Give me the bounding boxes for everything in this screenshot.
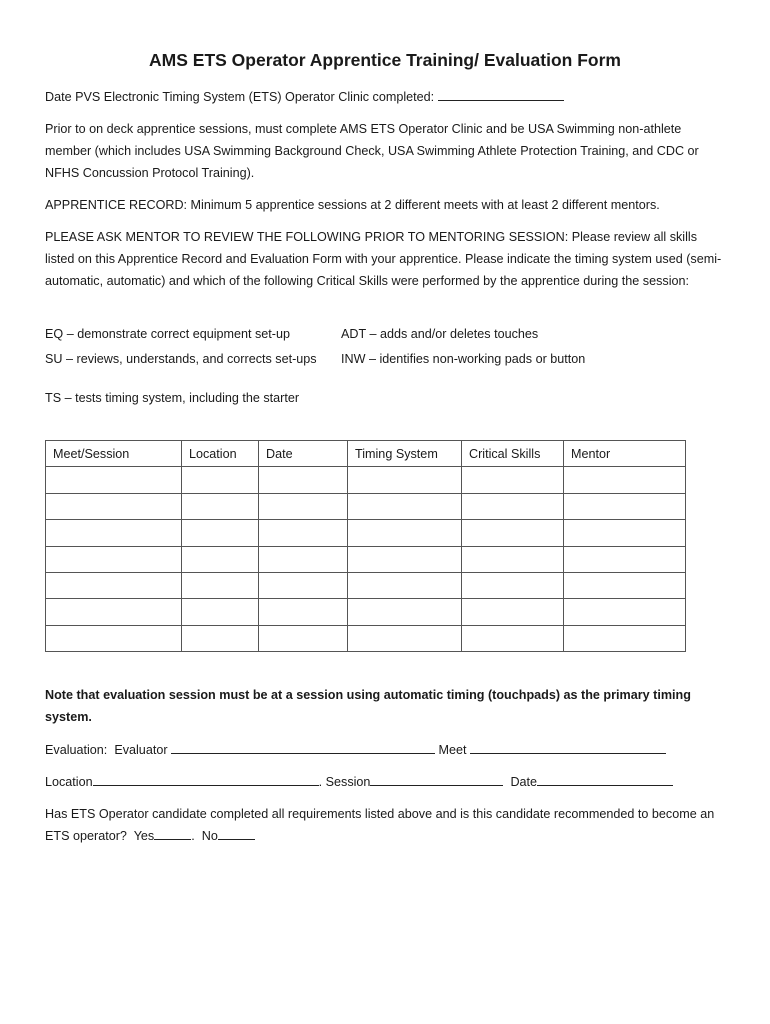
skill-adt: ADT – adds and/or deletes touches: [341, 327, 539, 341]
table-cell[interactable]: [182, 546, 259, 572]
table-row: [46, 467, 686, 493]
table-cell[interactable]: [462, 546, 564, 572]
table-cell[interactable]: [182, 467, 259, 493]
table-cell[interactable]: [564, 493, 686, 519]
location-label: Location: [45, 775, 93, 789]
table-cell[interactable]: [462, 467, 564, 493]
clinic-date-label: Date PVS Electronic Timing System (ETS) Operator Clinic completed:: [45, 90, 435, 104]
meet-field[interactable]: [470, 741, 666, 754]
table-cell[interactable]: [564, 546, 686, 572]
table-cell[interactable]: [462, 520, 564, 546]
table-cell[interactable]: [46, 572, 182, 598]
header-date: Date: [259, 441, 348, 467]
header-timing-system: Timing System: [348, 441, 462, 467]
location-field[interactable]: [93, 773, 319, 786]
table-cell[interactable]: [182, 599, 259, 625]
table-cell[interactable]: [348, 520, 462, 546]
table-cell[interactable]: [259, 546, 348, 572]
recommendation-question: Has ETS Operator candidate completed all requirements listed above and is this candidate recommended to become an ETS operator?: [45, 807, 715, 843]
table-cell[interactable]: [348, 572, 462, 598]
table-cell[interactable]: [564, 625, 686, 651]
table-cell[interactable]: [182, 493, 259, 519]
table-cell[interactable]: [462, 625, 564, 651]
table-header-row: [46, 441, 686, 467]
skill-eq: EQ – demonstrate correct equipment set-up: [45, 327, 291, 341]
table-cell[interactable]: [259, 572, 348, 598]
table-cell[interactable]: [564, 520, 686, 546]
table-cell[interactable]: [348, 546, 462, 572]
table-cell[interactable]: [348, 467, 462, 493]
clinic-date-field[interactable]: [438, 88, 564, 101]
table-cell[interactable]: [348, 493, 462, 519]
date-label: Date: [510, 775, 538, 789]
table-cell[interactable]: [46, 467, 182, 493]
table-cell[interactable]: [259, 467, 348, 493]
table-cell[interactable]: [564, 599, 686, 625]
table-row: [46, 572, 686, 598]
clinic-date-line: [45, 86, 725, 108]
table-cell[interactable]: [182, 572, 259, 598]
date-field[interactable]: [537, 773, 673, 786]
yes-label: Yes: [133, 829, 155, 843]
table-cell[interactable]: [182, 625, 259, 651]
header-mentor: Mentor: [564, 441, 686, 467]
table-row: [46, 546, 686, 572]
table-cell[interactable]: [46, 625, 182, 651]
skill-ts: TS – tests timing system, including the starter: [45, 391, 300, 405]
table-cell[interactable]: [462, 599, 564, 625]
prerequisite-text: Prior to on deck apprentice sessions, must complete AMS ETS Operator Clinic and be USA Swimming non-athlete member (which includes USA Swimming Background Check, USA Swimming Athlete Protection Training, and CDC or NFHS Concussion Protocol Training).: [45, 122, 699, 180]
table-row: [46, 493, 686, 519]
table-cell[interactable]: [259, 599, 348, 625]
table-cell[interactable]: [348, 625, 462, 651]
table-row: [46, 520, 686, 546]
header-meet-session: Meet/Session: [46, 441, 182, 467]
table-cell[interactable]: [182, 520, 259, 546]
form-title: AMS ETS Operator Apprentice Training/ Evaluation Form: [149, 50, 621, 70]
table-cell[interactable]: [259, 520, 348, 546]
apprentice-record-table: [45, 440, 686, 652]
table-cell[interactable]: [462, 493, 564, 519]
evaluation-label: Evaluation:: [45, 743, 108, 757]
meet-label: Meet: [438, 743, 467, 757]
automatic-timing-note: Note that evaluation session must be at a session using automatic timing (touchpads) as the primary timing system.: [45, 688, 691, 724]
table-cell[interactable]: [348, 599, 462, 625]
session-field[interactable]: [370, 773, 503, 786]
skill-inw: INW – identifies non-working pads or button: [341, 352, 586, 366]
yes-field[interactable]: [154, 827, 191, 840]
mentor-review-text: PLEASE ASK MENTOR TO REVIEW THE FOLLOWING PRIOR TO MENTORING SESSION: Please review all skills listed on this Apprentice Record and Evaluation Form with your apprentice. Please indicate the timing system used (semi-automatic, automatic) and which of the following Critical Skills were performed by the apprentice during the session:: [45, 230, 722, 288]
table-cell[interactable]: [564, 467, 686, 493]
table-cell[interactable]: [46, 546, 182, 572]
apprentice-record-text: APPRENTICE RECORD: Minimum 5 apprentice sessions at 2 different meets with at least 2 different mentors.: [45, 198, 660, 212]
skill-su: SU – reviews, understands, and corrects set-ups: [45, 352, 317, 366]
table-cell[interactable]: [46, 493, 182, 519]
table-row: [46, 625, 686, 651]
header-location: Location: [182, 441, 259, 467]
session-label: . Session: [318, 775, 371, 789]
table-cell[interactable]: [462, 572, 564, 598]
yes-no-separator: .: [191, 829, 195, 843]
evaluation-line: [45, 739, 725, 761]
no-label: No: [201, 829, 218, 843]
table-cell[interactable]: [564, 572, 686, 598]
recommendation-block: [45, 803, 725, 847]
location-session-date-line: [45, 771, 725, 793]
evaluator-label: Evaluator: [114, 743, 168, 757]
table-cell[interactable]: [46, 520, 182, 546]
evaluator-field[interactable]: [171, 741, 435, 754]
table-cell[interactable]: [259, 625, 348, 651]
table-row: [46, 599, 686, 625]
header-critical-skills: Critical Skills: [462, 441, 564, 467]
table-cell[interactable]: [259, 493, 348, 519]
table-cell[interactable]: [46, 599, 182, 625]
no-field[interactable]: [218, 827, 255, 840]
